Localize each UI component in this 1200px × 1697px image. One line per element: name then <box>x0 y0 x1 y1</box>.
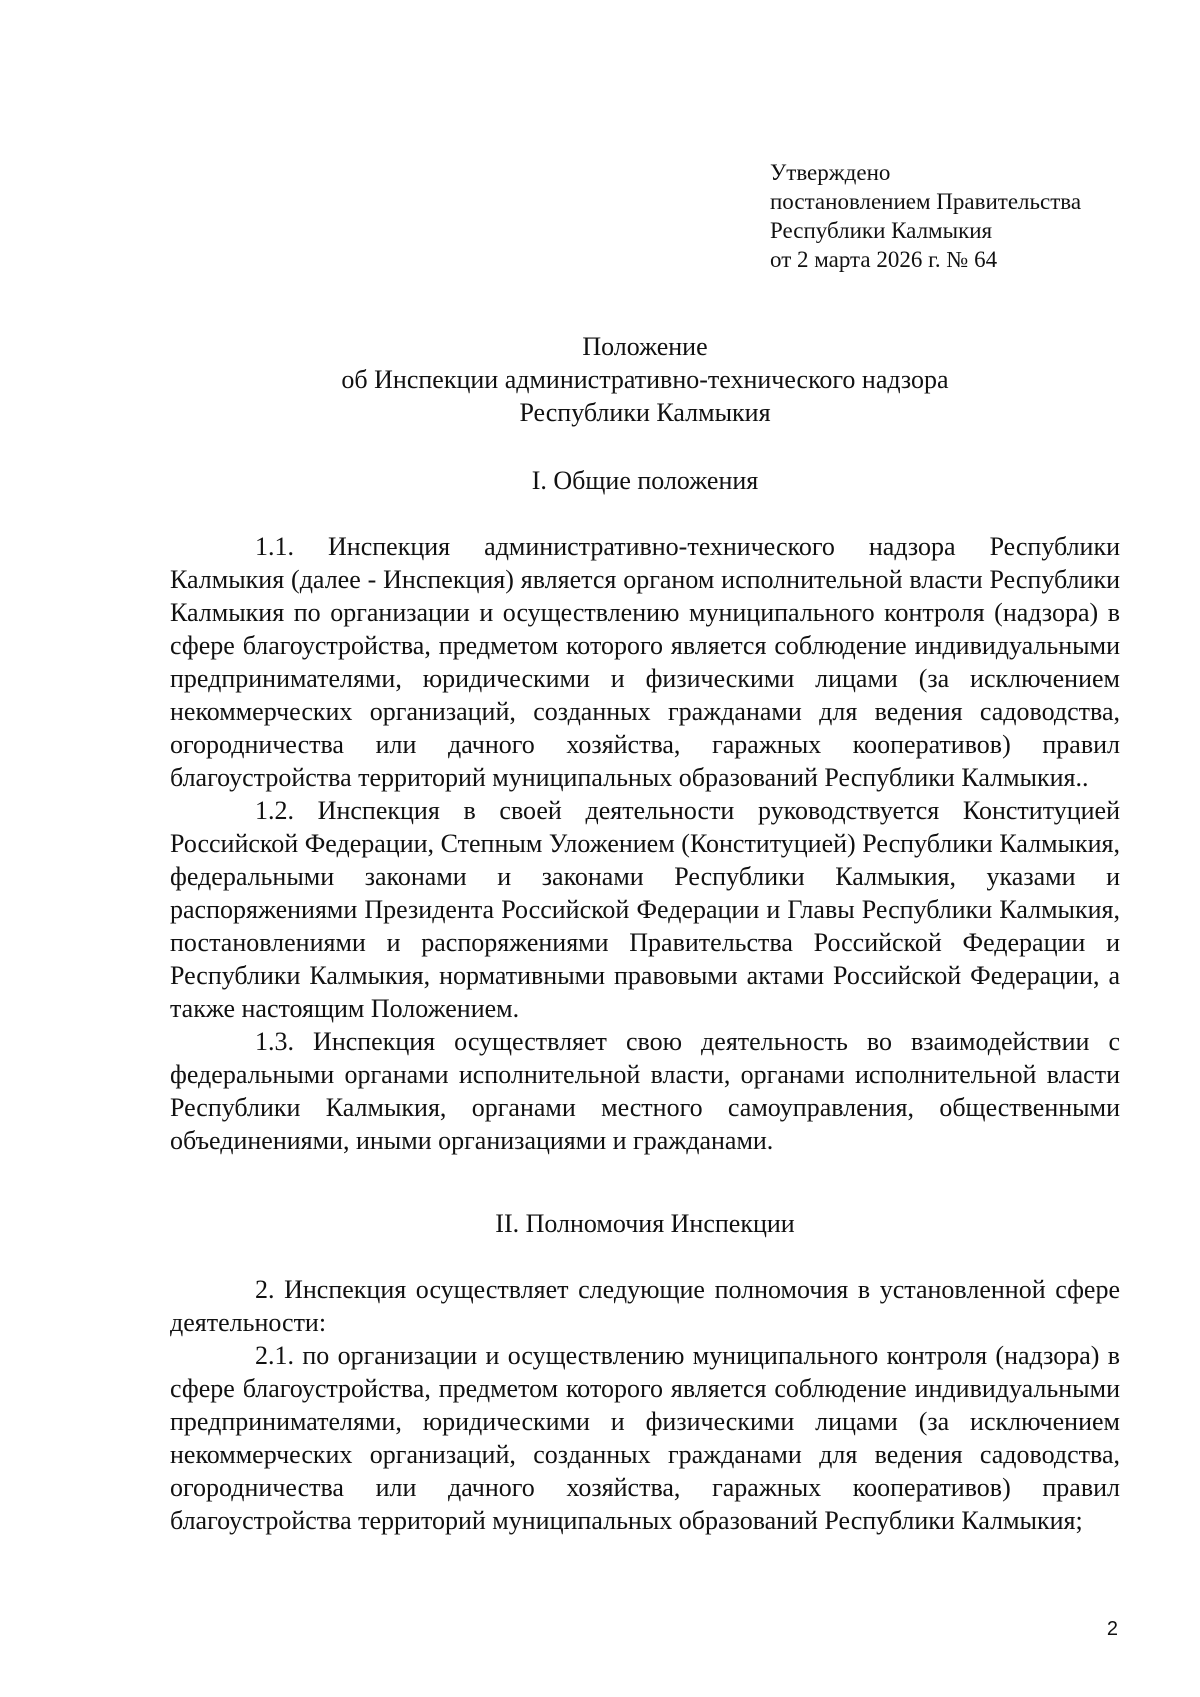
approval-line-republic: Республики Калмыкия <box>770 218 993 243</box>
paragraph-2-1: 2.1. по организации и осуществлению муниципального контроля (надзора) в сфере благоустройства, предметом которого является соблюдение индивидуальными предпринимателями, юридическими и физическими лицами (за исключением некоммерческих организаций, созданных гражданами для ведения садоводства, огородничества или дачного хозяйства, гаражных кооперативов) правил благоустройства территорий муниципальных образований Республики Калмыкия; <box>170 1341 1120 1535</box>
paragraph-1-3: 1.3. Инспекция осуществляет свою деятельность во взаимодействии с федеральными органами исполнительной власти, органами исполнительной власти Республики Калмыкия, органами местного самоуправления, общественными объединениями, иными организациями и гражданами. <box>170 1027 1120 1155</box>
approval-line-date: от 2 марта 2026 г. № 64 <box>770 247 998 272</box>
paragraph-2: 2. Инспекция осуществляет следующие полномочия в установленной сфере деятельности: <box>170 1275 1120 1337</box>
paragraph-1-2: 1.2. Инспекция в своей деятельности руководствуется Конституцией Российской Федерации, Степным Уложением (Конституцией) Республики Калмыкия, федеральными законами и законами Республики Калмыкия, указами и распоряжениями Президента Российской Федерации и Главы Республики Калмыкия, постановлениями и распоряжениями Правительства Российской Федерации и Республики Калмыкия, нормативными правовыми актами Российской Федерации, а также настоящим Положением. <box>170 796 1120 1023</box>
page-number: 2 <box>1106 1618 1118 1640</box>
document-title <box>170 330 1120 429</box>
title-line-3: Республики Калмыкия <box>519 398 771 427</box>
approval-line-decree: постановлением Правительства <box>770 189 1082 214</box>
paragraph-1-1: 1.1. Инспекция административно-технического надзора Республики Калмыкия (далее - Инспекция) является органом исполнительной власти Республики Калмыкия по организации и осуществлению муниципального контроля (надзора) в сфере благоустройства, предметом которого является соблюдение индивидуальными предпринимателями, юридическими и физическими лицами (за исключением некоммерческих организаций, созданных гражданами для ведения садоводства, огородничества или дачного хозяйства, гаражных кооперативов) правил благоустройства территорий муниципальных образований Республики Калмыкия.. <box>170 532 1120 792</box>
section-1-body <box>170 530 1120 1157</box>
section-2-heading: II. Полномочия Инспекции <box>495 1209 795 1238</box>
section-2-body <box>170 1273 1120 1537</box>
title-line-2: об Инспекции административно-технического надзора <box>341 365 949 394</box>
approval-line-approved: Утверждено <box>770 160 891 185</box>
approval-stamp <box>770 158 1081 274</box>
title-line-1: Положение <box>582 332 708 361</box>
section-1-heading: I. Общие положения <box>531 466 759 495</box>
